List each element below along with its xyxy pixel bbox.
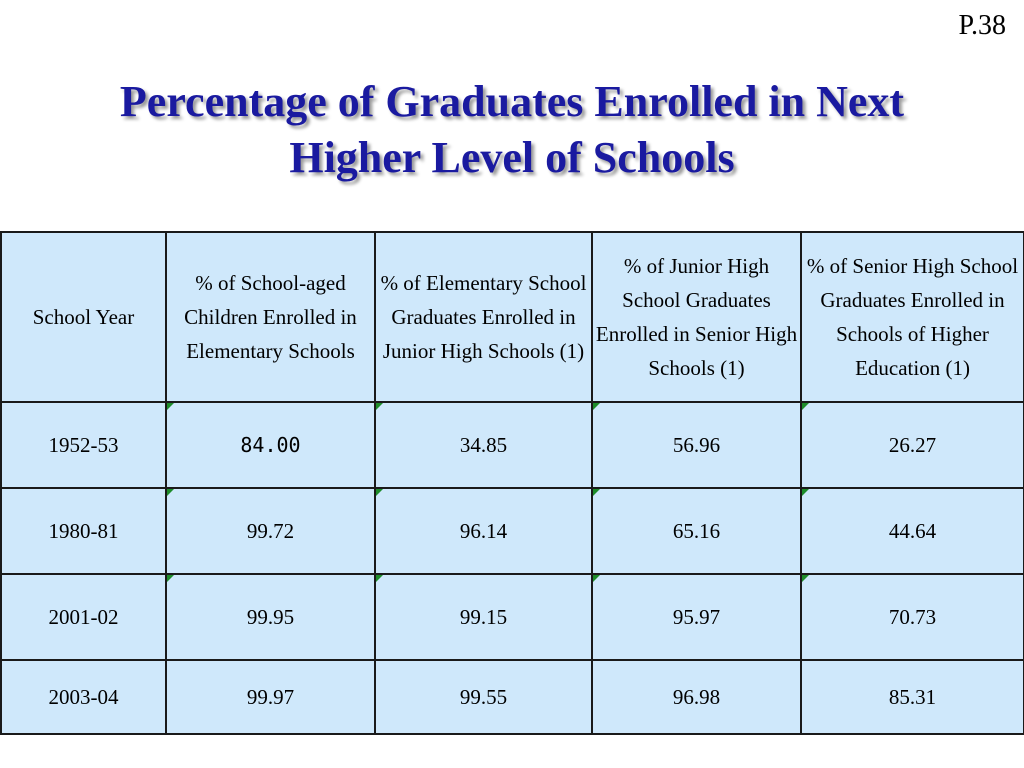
table-row [1,488,1024,574]
header-junior-high-enrollment: % of Elementary School Graduates Enrolled in Junior High Schools (1) [375,232,592,402]
cell-school-year [1,660,166,734]
cell-elementary [166,660,375,734]
cell-value: 70.73 [888,605,937,629]
corner-marker [167,575,174,582]
cell-value: 85.31 [888,685,937,709]
cell-higher-education [801,574,1024,660]
cell-value: 1952-53 [48,433,119,457]
corner-marker [802,489,809,496]
cell-elementary [166,488,375,574]
cell-value: 96.14 [459,519,508,543]
enrollment-table [0,231,1024,735]
cell-value: 1980-81 [48,519,119,543]
cell-higher-education [801,488,1024,574]
cell-value: 84.00 [240,433,301,457]
cell-junior-high [375,488,592,574]
cell-value: 99.97 [246,685,295,709]
cell-value: 2001-02 [48,605,119,629]
cell-value: 44.64 [888,519,937,543]
header-school-year: School Year [1,232,166,402]
cell-value: 34.85 [459,433,508,457]
cell-school-year [1,402,166,488]
table-row [1,660,1024,734]
cell-value: 95.97 [672,605,721,629]
corner-marker [167,403,174,410]
cell-senior-high [592,488,801,574]
corner-marker [593,403,600,410]
cell-value: 65.16 [672,519,721,543]
corner-marker [167,489,174,496]
table-row [1,402,1024,488]
corner-marker [376,489,383,496]
cell-elementary [166,574,375,660]
cell-junior-high [375,402,592,488]
table-row [1,574,1024,660]
cell-value: 99.95 [246,605,295,629]
page-title [0,74,1024,186]
cell-school-year [1,488,166,574]
corner-marker [802,403,809,410]
corner-marker [593,489,600,496]
cell-senior-high [592,402,801,488]
cell-elementary [166,402,375,488]
cell-senior-high [592,660,801,734]
cell-higher-education [801,660,1024,734]
title-line-2: Higher Level of Schools [289,133,735,182]
header-senior-high-enrollment: % of Junior High School Graduates Enrolled in Senior High Schools (1) [592,232,801,402]
corner-marker [802,575,809,582]
title-line-1: Percentage of Graduates Enrolled in Next [119,77,905,126]
cell-higher-education [801,402,1024,488]
cell-value: 96.98 [672,685,721,709]
cell-value: 26.27 [888,433,937,457]
cell-junior-high [375,574,592,660]
cell-value: 99.55 [459,685,508,709]
header-elementary-enrollment: % of School-aged Children Enrolled in Elementary Schools [166,232,375,402]
corner-marker [376,403,383,410]
cell-value: 2003-04 [48,685,119,709]
header-higher-education-enrollment: % of Senior High School Graduates Enrolled in Schools of Higher Education (1) [801,232,1024,402]
header-row [1,232,1024,402]
cell-value: 56.96 [672,433,721,457]
page-number: P.38 [958,10,1006,41]
cell-senior-high [592,574,801,660]
corner-marker [376,575,383,582]
corner-marker [593,575,600,582]
cell-junior-high [375,660,592,734]
cell-value: 99.15 [459,605,508,629]
cell-school-year [1,574,166,660]
cell-value: 99.72 [246,519,295,543]
